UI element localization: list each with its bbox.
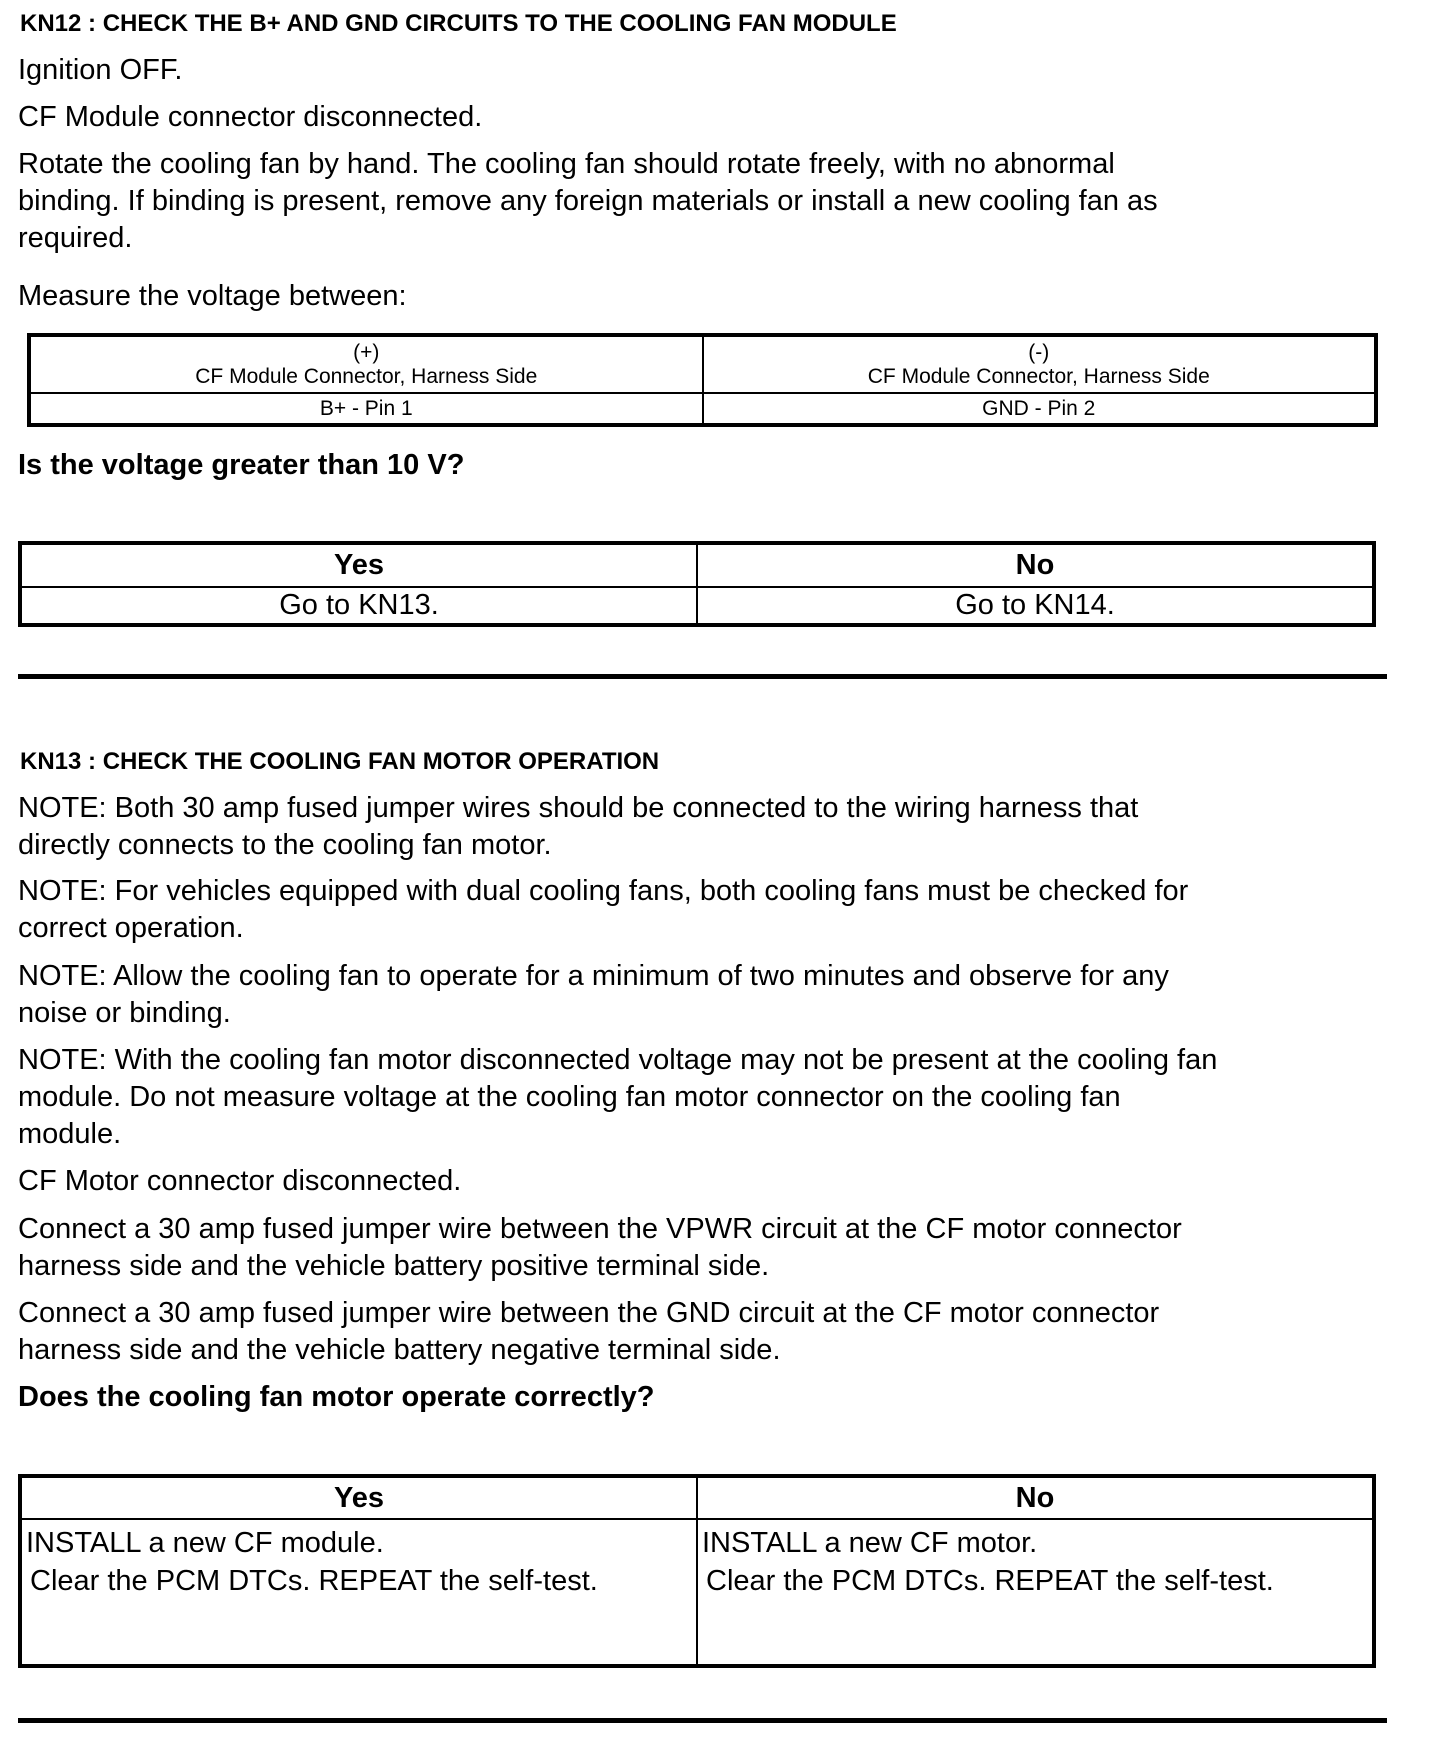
yes-header: Yes: [20, 1476, 697, 1519]
text-line: directly connects to the cooling fan motor.: [18, 829, 552, 861]
text-line: correct operation.: [18, 912, 244, 944]
kn12-step: [18, 278, 407, 315]
text-line: Rotate the cooling fan by hand. The cooling fan should rotate freely, with no abnormal: [18, 148, 1115, 180]
text-line: Connect a 30 amp fused jumper wire between the GND circuit at the CF motor connector: [18, 1297, 1160, 1329]
kn12-answer-table: [18, 541, 1376, 627]
kn12-step: [18, 99, 482, 136]
kn13-step: [18, 1211, 1182, 1285]
measure-table: [27, 333, 1378, 427]
text-line: Connect a 30 amp fused jumper wire between the VPWR circuit at the CF motor connector: [18, 1213, 1182, 1245]
text-line: Clear the PCM DTCs. REPEAT the self-test.: [30, 1565, 598, 1597]
section-divider: [18, 1718, 1387, 1723]
kn13-step: [18, 958, 1169, 1032]
text-line: binding. If binding is present, remove any foreign materials or install a new cooling fan as: [18, 185, 1158, 217]
text-line: Ignition OFF.: [18, 54, 183, 86]
kn13-question: Does the cooling fan motor operate correctly?: [18, 1381, 655, 1413]
negative-header: (-) CF Module Connector, Harness Side: [703, 335, 1377, 393]
no-header: No: [697, 543, 1374, 587]
kn12-question: Is the voltage greater than 10 V?: [18, 449, 465, 481]
text-line: Clear the PCM DTCs. REPEAT the self-test.: [706, 1565, 1274, 1597]
no-header: No: [697, 1476, 1374, 1519]
text-line: module. Do not measure voltage at the cooling fan motor connector on the cooling fan: [18, 1081, 1121, 1113]
kn13-step: [18, 1295, 1159, 1369]
text-line: CF Module connector disconnected.: [18, 101, 483, 133]
positive-pin: B+ - Pin 1: [29, 393, 703, 425]
kn13-step: [18, 873, 1188, 947]
text-line: NOTE: With the cooling fan motor disconnected voltage may not be present at the cooling fan: [18, 1044, 1218, 1076]
text-line: INSTALL a new CF motor.: [702, 1527, 1038, 1559]
no-answer: Go to KN14.: [697, 587, 1374, 625]
kn12-step: [18, 146, 1158, 257]
negative-pin: GND - Pin 2: [703, 393, 1377, 425]
text-line: required.: [18, 222, 133, 254]
yes-header: Yes: [20, 543, 697, 587]
no-answer: [697, 1519, 1374, 1666]
section-divider: [18, 674, 1387, 679]
kn13-answer-table: [18, 1474, 1376, 1668]
positive-header: (+) CF Module Connector, Harness Side: [29, 335, 703, 393]
text-line: NOTE: For vehicles equipped with dual cooling fans, both cooling fans must be checked for: [18, 875, 1189, 907]
text-line: harness side and the vehicle battery negative terminal side.: [18, 1334, 781, 1366]
kn13-step: [18, 790, 1138, 864]
kn12-step: [18, 52, 182, 89]
kn13-step: [18, 1163, 461, 1200]
text-line: NOTE: Both 30 amp fused jumper wires should be connected to the wiring harness that: [18, 792, 1139, 824]
text-line: harness side and the vehicle battery positive terminal side.: [18, 1250, 770, 1282]
kn12-title: KN12 : CHECK THE B+ AND GND CIRCUITS TO THE COOLING FAN MODULE: [20, 10, 897, 37]
text-line: noise or binding.: [18, 997, 231, 1029]
text-line: module.: [18, 1118, 122, 1150]
text-line: NOTE: Allow the cooling fan to operate for a minimum of two minutes and observe for any: [18, 960, 1169, 992]
text-line: Measure the voltage between:: [18, 280, 407, 312]
text-line: INSTALL a new CF module.: [26, 1527, 384, 1559]
yes-answer: Go to KN13.: [20, 587, 697, 625]
kn13-title: KN13 : CHECK THE COOLING FAN MOTOR OPERATION: [20, 748, 660, 775]
kn13-step: [18, 1042, 1217, 1153]
yes-answer: [20, 1519, 697, 1666]
text-line: CF Motor connector disconnected.: [18, 1165, 462, 1197]
